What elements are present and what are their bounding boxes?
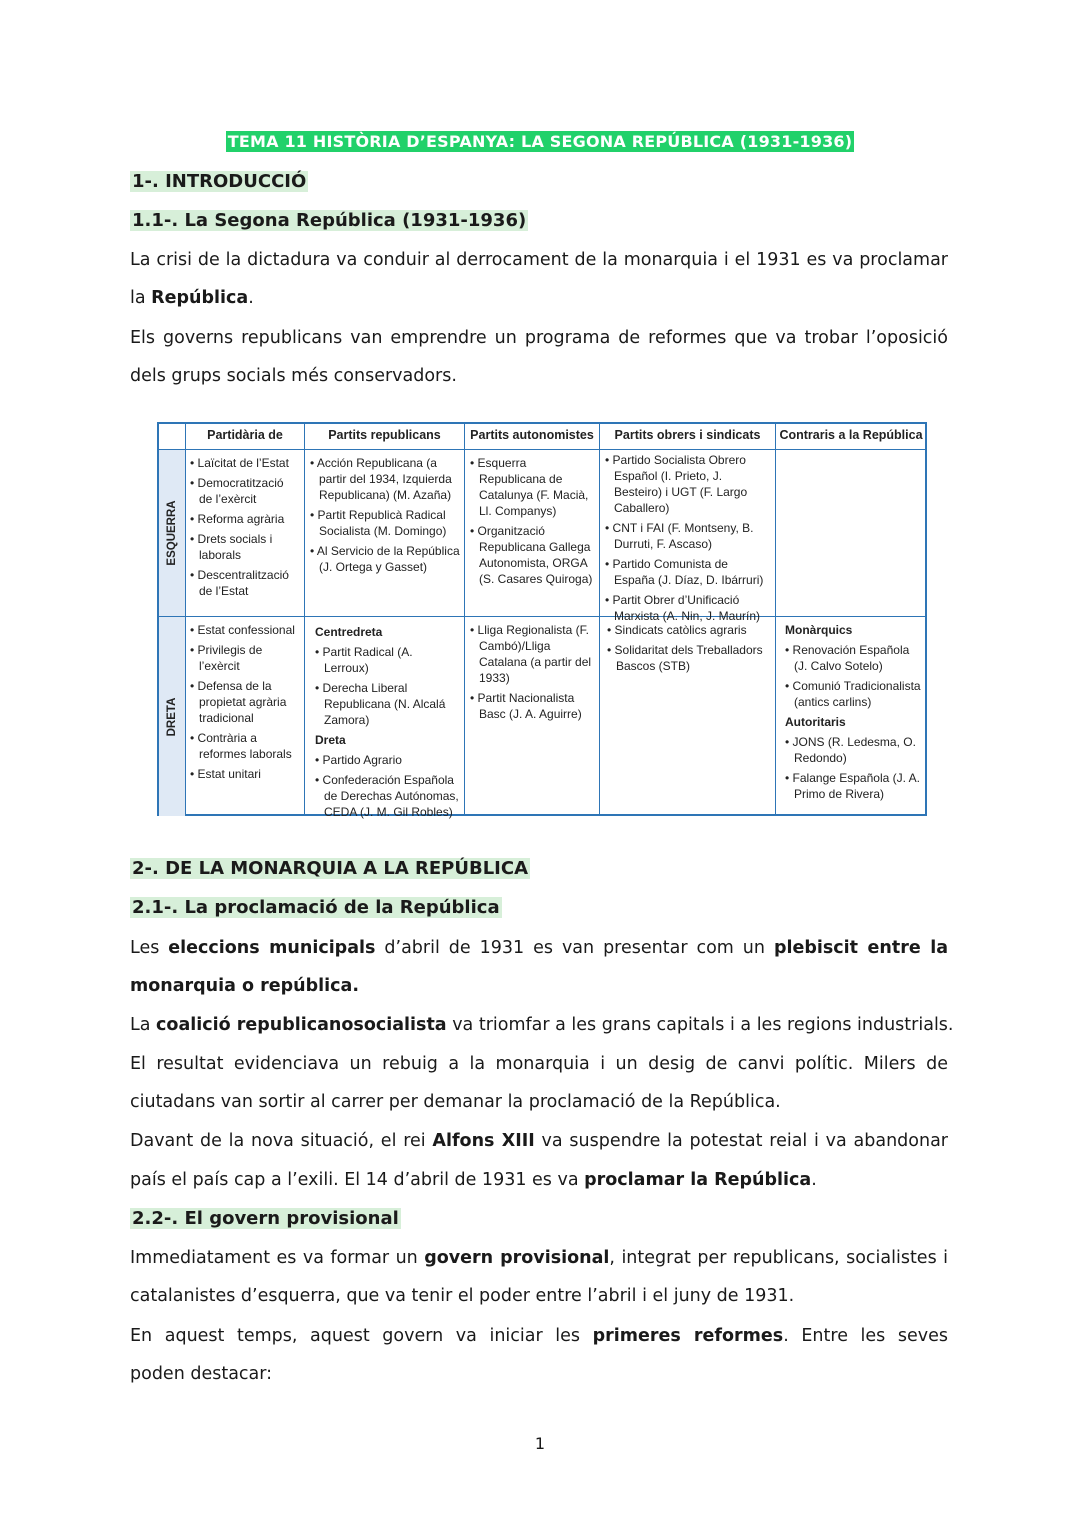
table-subheading: Monàrquics (785, 623, 853, 637)
subsection-heading-proclamacio: 2.1-. La proclamació de la República (132, 897, 500, 918)
list-item: • Confederación Española de Derechas Autónomas, CEDA (J. M. Gil Robles) (315, 772, 460, 820)
list-item: • Partit Nacionalista Basc (J. A. Aguirre) (470, 690, 596, 722)
political-parties-table (157, 422, 927, 819)
table-header: Partits autonomistes (470, 428, 594, 442)
list-item: • Lliga Regionalista (F. Cambó)/Lliga Catalana (a partir del 1933) (470, 622, 596, 686)
paragraph-line: Les eleccions municipals d’abril de 1931 es van presentar com un plebiscit entre la (130, 938, 948, 958)
list-item: • Privilegis de l’exèrcit (190, 642, 300, 674)
table-subheading: Dreta (315, 733, 346, 747)
list-item: • Acción Republicana (a partir del 1934, Izquierda Republicana) (M. Azaña) (310, 455, 460, 503)
paragraph-line: Davant de la nova situació, el rei Alfons XIII va suspendre la potestat reial i va abandonar (130, 1131, 948, 1151)
document-title (0, 132, 1080, 151)
table-cell (605, 452, 771, 628)
paragraph-line: En aquest temps, aquest govern va iniciar les primeres reformes. Entre les seves (130, 1326, 948, 1346)
list-item: • Partido Comunista de España (J. Díaz, D. Ibárruri) (605, 556, 771, 588)
list-item: • JONS (R. Ledesma, O. Redondo) (785, 734, 923, 766)
document-title-text: TEMA 11 HISTÒRIA D’ESPANYA: LA SEGONA REPÚBLICA (1931-1936) (227, 132, 853, 151)
list-item: • Renovación Española (J. Calvo Sotelo) (785, 642, 923, 674)
list-item: • Democratització de l’exèrcit (190, 475, 300, 507)
table-subheading: Autoritaris (785, 715, 846, 729)
table-header: Partits republicans (328, 428, 441, 442)
list-item: • Descentralització de l’Estat (190, 567, 300, 599)
list-item: • Derecha Liberal Republicana (N. Alcalá Zamora) (315, 680, 460, 728)
paragraph-line: la República. (130, 288, 254, 308)
list-item: • Partido Socialista Obrero Español (I. Prieto, J. Besteiro) i UGT (F. Largo Caballero) (605, 452, 771, 516)
paragraph-line: catalanistes d’esquerra, que va tenir el poder entre l’abril i el juny de 1931. (130, 1286, 795, 1306)
list-item: • Sindicats catòlics agraris (607, 622, 771, 638)
section-heading-monarquia-republica: 2-. DE LA MONARQUIA A LA REPÚBLICA (132, 858, 529, 879)
table-header: Partidària de (207, 428, 283, 442)
table-subheading: Centredreta (315, 625, 383, 639)
list-item: • CNT i FAI (F. Montseny, B. Durruti, F. Ascaso) (605, 520, 771, 552)
list-item: • Organització Republicana Gallega Autonomista, ORGA (S. Casares Quiroga) (470, 523, 596, 587)
paragraph-line: monarquia o república. (130, 976, 359, 996)
list-item: • Contrària a reformes laborals (190, 730, 300, 762)
list-item: • Partido Agrario (315, 752, 460, 768)
list-item: • Laïcitat de l’Estat (190, 455, 300, 471)
paragraph-line: poden destacar: (130, 1364, 273, 1384)
table-header: Partits obrers i sindicats (614, 428, 761, 442)
list-item: • Partit Radical (A. Lerroux) (315, 644, 460, 676)
paragraph-line: La coalició republicanosocialista va triomfar a les grans capitals i a les regions industrials. (130, 1015, 954, 1035)
paragraph-line: Els governs republicans van emprendre un programa de reformes que va trobar l’oposició (130, 328, 948, 348)
table-cell (470, 622, 596, 726)
paragraph-line: ciutadans van sortir al carrer per demanar la proclamació de la República. (130, 1092, 781, 1112)
list-item: • Reforma agrària (190, 511, 300, 527)
list-item: • Estat unitari (190, 766, 300, 782)
paragraph-line: dels grups socials més conservadors. (130, 366, 457, 386)
section-heading-introduccio: 1-. INTRODUCCIÓ (132, 171, 307, 192)
row-label-dreta: DRETA (159, 617, 185, 816)
table-cell (310, 455, 460, 579)
list-item: • Esquerra Republicana de Catalunya (F. Macià, Ll. Companys) (470, 455, 596, 519)
list-item: • Al Servicio de la República (J. Ortega y Gasset) (310, 543, 460, 575)
table-header: Contraris a la República (779, 428, 923, 442)
table-cell (785, 622, 923, 806)
paragraph-line: El resultat evidenciava un rebuig a la monarquia i un desig de canvi polític. Milers de (130, 1054, 948, 1074)
subsection-heading-segona-republica: 1.1-. La Segona República (1931-1936) (132, 210, 527, 231)
paragraph-line: país el país cap a l’exili. El 14 d’abril de 1931 es va proclamar la República. (130, 1170, 817, 1190)
table-cell (470, 455, 596, 591)
table-cell (607, 622, 771, 678)
table-cell (190, 622, 300, 786)
page-number: 1 (534, 1434, 546, 1453)
list-item: • Partit Republicà Radical Socialista (M. Domingo) (310, 507, 460, 539)
list-item: • Partit Obrer d’Unificació Marxista (A. Nin, J. Maurín) (605, 592, 771, 624)
paragraph-line: La crisi de la dictadura va conduir al derrocament de la monarquia i el 1931 es va proclamar (130, 250, 948, 270)
list-item: • Estat confessional (190, 622, 300, 638)
paragraph-line: Immediatament es va formar un govern provisional, integrat per republicans, socialistes i (130, 1248, 948, 1268)
list-item: • Comunió Tradicionalista (antics carlins) (785, 678, 923, 710)
list-item: • Solidaritat dels Treballadors Bascos (STB) (607, 642, 771, 674)
list-item: • Defensa de la propietat agrària tradicional (190, 678, 300, 726)
subsection-heading-govern-provisional: 2.2-. El govern provisional (132, 1208, 399, 1229)
row-label-esquerra: ESQUERRA (159, 450, 185, 616)
list-item: • Falange Española (J. A. Primo de Rivera) (785, 770, 923, 802)
table-cell (315, 622, 460, 824)
list-item: • Drets socials i laborals (190, 531, 300, 563)
table-cell (190, 455, 300, 603)
